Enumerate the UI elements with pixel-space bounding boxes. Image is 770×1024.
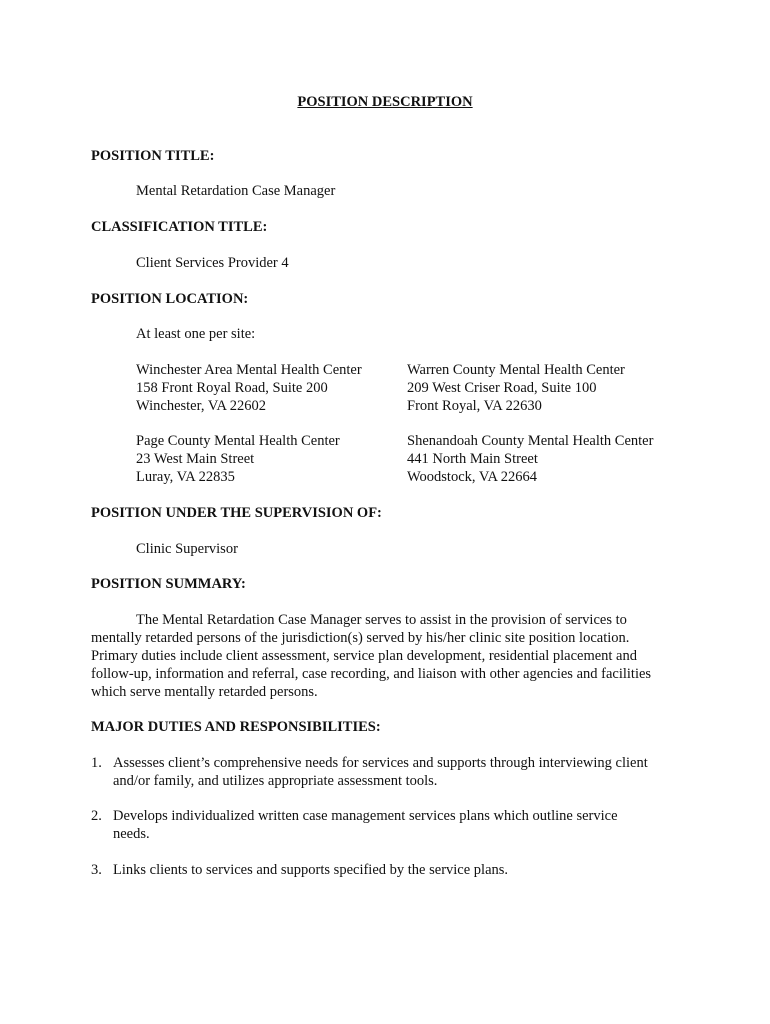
list-item-number: 1. bbox=[91, 755, 102, 771]
summary-line: The Mental Retardation Case Manager serves to assist in the provision of services to bbox=[136, 612, 627, 628]
duties-heading: MAJOR DUTIES AND RESPONSIBILITIES: bbox=[91, 719, 381, 735]
position-title-heading: POSITION TITLE: bbox=[91, 148, 215, 164]
summary-line: mentally retarded persons of the jurisdiction(s) served by his/her clinic site position location. bbox=[91, 630, 630, 646]
summary-line: follow-up, information and referral, case recording, and liaison with other agencies and facilities bbox=[91, 666, 652, 682]
position-location-heading: POSITION LOCATION: bbox=[91, 291, 249, 307]
site-street: 158 Front Royal Road, Suite 200 bbox=[136, 380, 328, 396]
supervision-heading: POSITION UNDER THE SUPERVISION OF: bbox=[91, 505, 382, 521]
classification-title-heading: CLASSIFICATION TITLE: bbox=[91, 219, 268, 235]
summary-line: which serve mentally retarded persons. bbox=[91, 684, 318, 700]
location-intro: At least one per site: bbox=[136, 326, 256, 342]
list-item-line: Develops individualized written case management services plans which outline service bbox=[113, 808, 618, 824]
site-name: Warren County Mental Health Center bbox=[407, 362, 625, 378]
summary-line: Primary duties include client assessment, service plan development, residential placement and bbox=[91, 648, 637, 664]
site-city: Woodstock, VA 22664 bbox=[407, 469, 538, 485]
list-item-number: 3. bbox=[91, 862, 102, 878]
site-street: 23 West Main Street bbox=[136, 451, 255, 467]
position-title-value: Mental Retardation Case Manager bbox=[136, 183, 336, 199]
summary-paragraph bbox=[91, 611, 691, 701]
site-name: Winchester Area Mental Health Center bbox=[136, 362, 362, 378]
site-street: 441 North Main Street bbox=[407, 451, 538, 467]
classification-title-value: Client Services Provider 4 bbox=[136, 255, 289, 271]
site-city: Winchester, VA 22602 bbox=[136, 398, 266, 414]
list-item-line: Links clients to services and supports specified by the service plans. bbox=[113, 862, 509, 878]
list-item-line: and/or family, and utilizes appropriate assessment tools. bbox=[113, 773, 438, 789]
page-title: POSITION DESCRIPTION bbox=[297, 94, 473, 110]
list-item-line: Assesses client’s comprehensive needs for services and supports through interviewing client bbox=[113, 755, 648, 771]
site-city: Luray, VA 22835 bbox=[136, 469, 235, 485]
site-name: Shenandoah County Mental Health Center bbox=[407, 433, 654, 449]
supervision-value: Clinic Supervisor bbox=[136, 541, 238, 557]
summary-heading: POSITION SUMMARY: bbox=[91, 576, 246, 592]
site-city: Front Royal, VA 22630 bbox=[407, 398, 542, 414]
site-name: Page County Mental Health Center bbox=[136, 433, 340, 449]
site-street: 209 West Criser Road, Suite 100 bbox=[407, 380, 597, 396]
list-item-number: 2. bbox=[91, 808, 102, 824]
list-item-line: needs. bbox=[113, 826, 150, 842]
